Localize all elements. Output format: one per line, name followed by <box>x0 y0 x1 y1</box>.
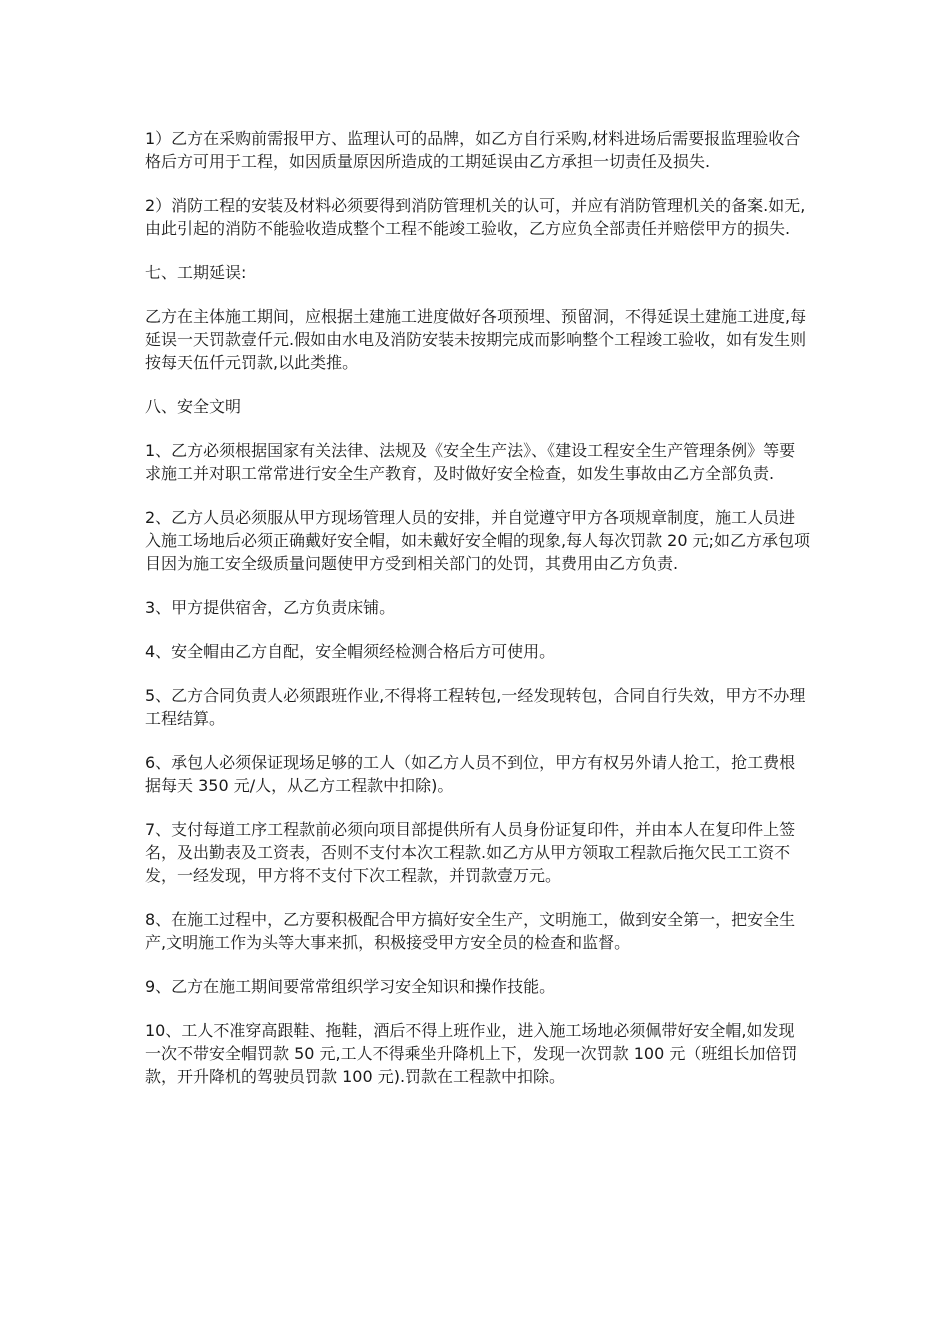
paragraph-safety-10: 10、工人不准穿高跟鞋、拖鞋，酒后不得上班作业，进入施工场地必须佩带好安全帽,如发现一次不带安全帽罚款 50 元,工人不得乘坐升降机上下，发现一次罚款 100 元（班组长加倍罚款，开升降机的驾驶员罚款 100 元).罚款在工程款中扣除。 <box>145 1021 798 1086</box>
paragraph-safety-5: 5、乙方合同负责人必须跟班作业,不得将工程转包,一经发现转包，合同自行失效，甲方不办理工程结算。 <box>145 686 806 728</box>
paragraph-material-approval: 1）乙方在采购前需报甲方、监理认可的品牌，如乙方自行采购,材料进场后需要报监理验收合格后方可用于工程，如因质量原因所造成的工期延误由乙方承担一切责任及损失. <box>145 129 801 171</box>
paragraph-safety-8: 8、在施工过程中，乙方要积极配合甲方搞好安全生产，文明施工，做到安全第一，把安全生产,文明施工作为头等大事来抓，积极接受甲方安全员的检查和监督。 <box>145 910 796 952</box>
paragraph-safety-6: 6、承包人必须保证现场足够的工人（如乙方人员不到位，甲方有权另外请人抢工，抢工费根据每天 350 元/人，从乙方工程款中扣除)。 <box>145 753 796 795</box>
paragraph-safety-2: 2、乙方人员必须服从甲方现场管理人员的安排，并自觉遵守甲方各项规章制度，施工人员进入施工场地后必须正确戴好安全帽，如未戴好安全帽的现象,每人每次罚款 20 元;如乙方承包项目因为施工安全级质量问题使甲方受到相关部门的处罚，其费用由乙方负责. <box>145 508 811 573</box>
paragraph-safety-7: 7、支付每道工序工程款前必须向项目部提供所有人员身份证复印件，并由本人在复印件上签名，及出勤表及工资表，否则不支付本次工程款.如乙方从甲方领取工程款后拖欠民工工资不发，一经发现，甲方将不支付下次工程款，并罚款壹万元。 <box>145 820 796 885</box>
paragraph-safety-1: 1、乙方必须根据国家有关法律、法规及《安全生产法》、《建设工程安全生产管理条例》等要求施工并对职工常常进行安全生产教育，及时做好安全检查，如发生事故由乙方全部负责. <box>145 441 796 483</box>
paragraph-safety-3: 3、甲方提供宿舍，乙方负责床铺。 <box>145 598 396 617</box>
section-heading-safety: 八、安全文明 <box>145 397 242 416</box>
paragraph-safety-4: 4、安全帽由乙方自配，安全帽须经检测合格后方可使用。 <box>145 642 556 661</box>
paragraph-delay-penalty: 乙方在主体施工期间，应根据土建施工进度做好各项预埋、预留洞，不得延误土建施工进度,每延误一天罚款壹仟元.假如由水电及消防安装未按期完成而影响整个工程竣工验收，如有发生则按每天伍仟元罚款,以此类推。 <box>145 307 807 372</box>
paragraph-fire-protection: 2）消防工程的安装及材料必须要得到消防管理机关的认可，并应有消防管理机关的备案.如无,由此引起的消防不能验收造成整个工程不能竣工验收，乙方应负全部责任并赔偿甲方的损失. <box>145 196 806 238</box>
paragraph-safety-9: 9、乙方在施工期间要常常组织学习安全知识和操作技能。 <box>145 977 556 996</box>
section-heading-delay: 七、工期延误: <box>145 263 247 282</box>
document-body <box>145 127 810 1109</box>
